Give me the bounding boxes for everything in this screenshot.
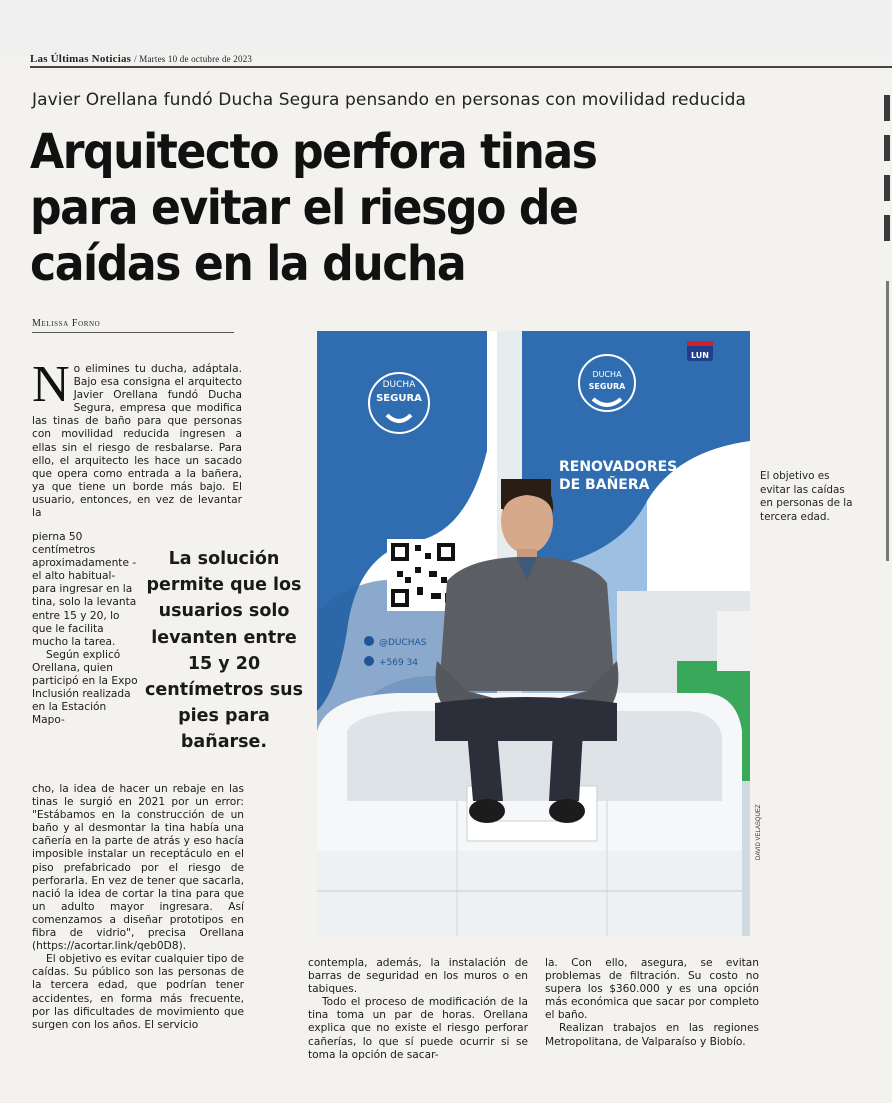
adjacent-article-edge [872,95,892,635]
photo-credit: DAVID VELASQUEZ [756,804,762,860]
col3-paragraph-1: la. Con ello, asegura, se evitan problemas de filtración. Su costo no supera los $360.000 y es una opción más económica que sacar por completo el baño. [545,957,759,1022]
banner-left-line1: DUCHA [382,380,416,390]
header-rule [30,66,892,68]
col2-paragraph-2: Todo el proceso de modificación de la tina toma un par de horas. Orellana explica que no existe el riesgo perforar cañerías, lo que sí puede ocurrir si se toma la opción de sacar- [308,996,528,1061]
pull-quote: La solución permite que los usuarios solo levanten entre 15 y 20 centímetros sus pies para bañarse. [145,549,303,753]
narrow-text-2: Según explicó Orellana, quien participó en la Expo Inclusión realizada en la Estación Mapo- [32,648,138,727]
drop-cap: N [32,356,70,413]
body-column-3 [545,957,759,1049]
photo-illustration [317,331,750,936]
col2-paragraph-1: contempla, además, la instalación de barras de seguridad en los muros o en tabiques. [308,957,528,996]
article-photo [317,331,750,936]
running-header [30,53,252,65]
lun-logo-text: LUN [690,351,710,360]
byline-rule [32,332,234,333]
browser-top-bar [0,0,892,56]
photo-caption: El objetivo es evitar las caídas en personas de la tercera edad. [760,470,853,523]
body-column-1-lower [32,783,244,1032]
narrow-text-1: pierna 50 centímetros aproximadamente - el alto habitual- para ingresar en la tina, solo la levanta entre 15 y 20, lo que le facilita mucho la tarea. [32,531,137,648]
banner-left-line2: SEGURA [376,393,422,404]
social-phone: +569 34 [379,658,419,668]
body-paragraph-quote: cho, la idea de hacer un rebaje en las tinas le surgió en 2021 por un error: "Estábamos en la construcción de un baño y al desmontar la tina había una cañería en la parte de atrás y eso hacía imposible instalar un receptáculo en el piso prefabricado por el riesgo de perforarla. En vez de tener que sacarla, nació la idea de cortar la tina para que un adulto mayor ingresara. Así comenzamos a diseñar prototipos en fibra de vidrio", precisa Orellana (https://acortar.link/qeb0D8). [32,783,244,953]
body-narrow-column [32,531,138,727]
lun-logo-icon [687,341,713,361]
publication-name: Las Últimas Noticias [30,53,132,65]
slogan-line1: RENOVADORES [559,459,678,475]
article-kicker: Javier Orellana fundó Ducha Segura pensando en personas con movilidad reducida [32,90,747,110]
body-column-2 [308,957,528,1062]
body-paragraph-lead [32,356,242,520]
publication-date: / Martes 10 de octubre de 2023 [134,54,253,64]
body-paragraph-objective: El objetivo es evitar cualquier tipo de caídas. Su público son las personas de la tercera edad, que podrían tener accidentes, en forma más frecuente, por las dificultades de movimiento que surgen con los años. El servicio [32,953,244,1031]
col3-paragraph-2: Realizan trabajos en las regiones Metropolitana, de Valparaíso y Biobío. [545,1022,759,1048]
byline: Melissa Forno [32,318,101,329]
slogan-line2: DE BAÑERA [559,477,650,493]
banner-right-line1: DUCHA [592,370,622,379]
banner-right-line2: SEGURA [588,382,626,391]
social-handle: @DUCHAS [379,638,427,648]
lead-text: o elimines tu ducha, adáptala. Bajo esa consigna el arquitecto Javier Orellana fundó Ducha Segura, empresa que modifica las tinas de baño para que personas con movilidad reducida ingresen a ellas sin el riesgo de resbalarse. Para ello, el arquitecto les hace un sacado que opera como entrada a la bañera, ya que tiene un borde más bajo. El usuario, entonces, en vez de levantar la [32,363,242,520]
article-headline: Arquitecto perfora tinas para evitar el riesgo de caídas en la ducha [30,124,597,292]
